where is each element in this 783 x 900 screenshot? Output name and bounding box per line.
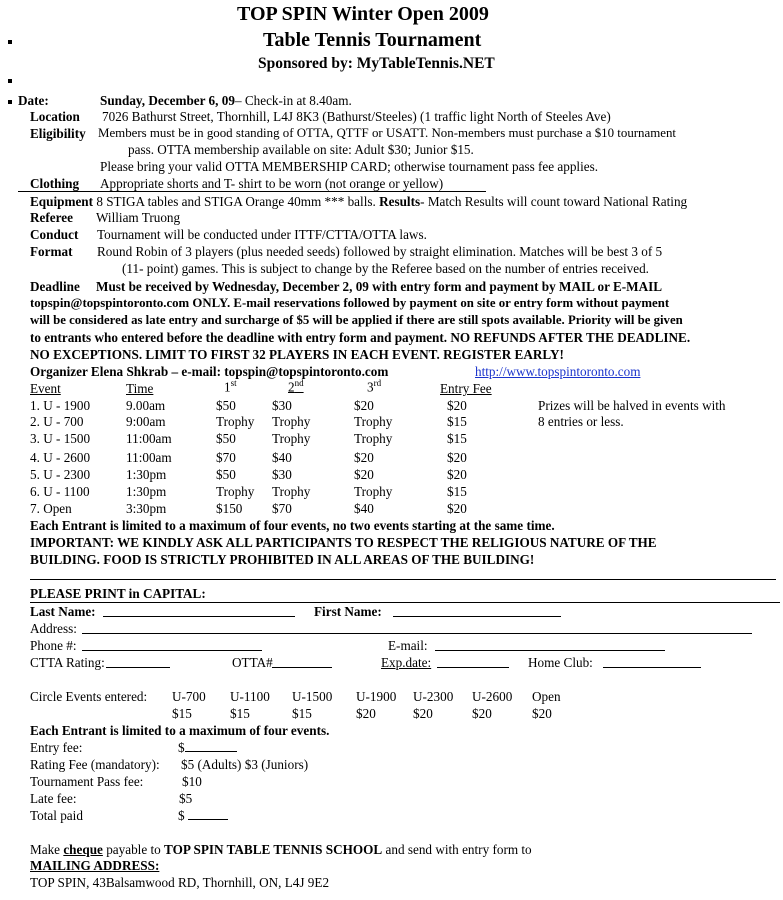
exp-date-field[interactable] bbox=[437, 656, 509, 668]
table-cell: $15 bbox=[447, 414, 467, 429]
deadline-line3: will be considered as late entry and surcharge of $5 will be applied if there are still spots available. Priority will be given bbox=[30, 313, 683, 327]
home-club-label: Home Club: bbox=[528, 655, 593, 670]
website-link[interactable]: http://www.topspintoronto.com bbox=[475, 364, 641, 379]
table-cell: $15 bbox=[447, 484, 467, 499]
home-club-field[interactable] bbox=[603, 656, 701, 668]
cheque-payee: TOP SPIN TABLE TENNIS SCHOOL bbox=[164, 842, 383, 857]
deadline-line1: Must be received by Wednesday, December 2, 09 with entry form and payment by MAIL or E-MAIL bbox=[96, 279, 663, 294]
table-cell: 9:00am bbox=[126, 414, 166, 429]
table-cell: 7. Open bbox=[30, 501, 72, 516]
table-cell: $20 bbox=[447, 398, 467, 413]
table-cell: $30 bbox=[272, 467, 292, 482]
circle-event-fee: $20 bbox=[532, 706, 552, 721]
deadline-label: Deadline bbox=[30, 279, 80, 294]
important-notice-line1: IMPORTANT: WE KINDLY ASK ALL PARTICIPANTS TO RESPECT THE RELIGIOUS NATURE OF THE bbox=[30, 535, 657, 550]
circle-event-option[interactable]: Open bbox=[532, 689, 561, 704]
exp-date-label: Exp.date: bbox=[381, 655, 432, 670]
circle-event-option[interactable]: U-1500 bbox=[292, 689, 333, 704]
conduct-label: Conduct bbox=[30, 227, 79, 242]
deadline-line4: to entrants who entered before the deadline with entry form and payment. NO REFUNDS AFTER THE DEADLINE. bbox=[30, 330, 691, 345]
table-cell: Trophy bbox=[216, 484, 255, 499]
rating-fee-value: $5 (Adults) $3 (Juniors) bbox=[181, 757, 309, 772]
table-header-time: Time bbox=[126, 381, 154, 396]
first-name-field[interactable] bbox=[393, 605, 561, 617]
divider bbox=[18, 191, 486, 192]
late-fee-value: $5 bbox=[179, 791, 193, 806]
date-value: Sunday, December 6, 09 bbox=[100, 93, 235, 108]
entry-fee-label: Entry fee: bbox=[30, 740, 83, 755]
pass-fee-value: $10 bbox=[182, 774, 202, 789]
table-cell: Trophy bbox=[216, 414, 255, 429]
cheque-instruction: Make cheque payable to TOP SPIN TABLE TENNIS SCHOOL and send with entry form to bbox=[30, 842, 532, 857]
table-cell: 6. U - 1100 bbox=[30, 484, 90, 499]
last-name-label: Last Name: bbox=[30, 604, 96, 619]
location-value: 7026 Bathurst Street, Thornhill, L4J 8K3 (Bathurst/Steeles) (1 traffic light North of Steeles Ave) bbox=[102, 109, 611, 124]
eligibility-label: Eligibility bbox=[30, 126, 86, 141]
late-fee-label: Late fee: bbox=[30, 791, 77, 806]
organizer-line: Organizer Elena Shkrab – e-mail: topspin@topspintoronto.com bbox=[30, 364, 389, 379]
date-line bbox=[100, 93, 352, 108]
date-label: Date: bbox=[18, 93, 49, 108]
table-cell: $70 bbox=[216, 450, 236, 465]
table-cell: 4. U - 2600 bbox=[30, 450, 91, 465]
table-cell: 9.00am bbox=[126, 398, 166, 413]
referee-value: William Truong bbox=[96, 210, 181, 225]
table-cell: Trophy bbox=[272, 414, 311, 429]
eligibility-line3: Please bring your valid OTTA MEMBERSHIP CARD; otherwise tournament pass fee applies. bbox=[100, 159, 599, 174]
table-cell: Trophy bbox=[272, 431, 311, 446]
total-paid-field[interactable]: $ bbox=[178, 808, 228, 823]
sponsor-line: Sponsored by: MyTableTennis.NET bbox=[258, 55, 495, 72]
print-instruction: PLEASE PRINT in CAPITAL: bbox=[30, 586, 206, 601]
table-cell: $40 bbox=[354, 501, 374, 516]
table-cell: $150 bbox=[216, 501, 243, 516]
table-cell: 3. U - 1500 bbox=[30, 431, 91, 446]
table-cell: 11:00am bbox=[126, 450, 172, 465]
results-value: - Match Results will count toward National Rating bbox=[420, 194, 688, 209]
ctta-rating-field[interactable] bbox=[106, 656, 170, 668]
circle-event-fee: $15 bbox=[230, 706, 250, 721]
circle-event-fee: $20 bbox=[413, 706, 433, 721]
table-cell: Trophy bbox=[354, 414, 393, 429]
table-cell: $20 bbox=[354, 450, 374, 465]
deadline-line5: NO EXCEPTIONS. LIMIT TO FIRST 32 PLAYERS IN EACH EVENT. REGISTER EARLY! bbox=[30, 347, 564, 362]
equipment-label: Equipment bbox=[30, 194, 94, 209]
table-header-first: 1st bbox=[224, 378, 237, 395]
table-cell: $20 bbox=[447, 450, 467, 465]
circle-event-option[interactable]: U-2600 bbox=[472, 689, 513, 704]
last-name-field[interactable] bbox=[103, 605, 295, 617]
clothing-label: Clothing bbox=[30, 176, 80, 191]
table-cell: Trophy bbox=[272, 484, 311, 499]
equipment-value: 8 STIGA tables and STIGA Orange 40mm *** balls. bbox=[96, 194, 376, 209]
table-cell: $20 bbox=[447, 501, 467, 516]
form-divider bbox=[30, 602, 780, 603]
bullet-marker bbox=[8, 79, 12, 83]
first-name-label: First Name: bbox=[314, 604, 382, 619]
important-notice-line2: BUILDING. FOOD IS STRICTLY PROHIBITED IN ALL AREAS OF THE BUILDING! bbox=[30, 552, 535, 567]
deadline-line2: topspin@topspintoronto.com ONLY. E-mail reservations followed by payment on site or entry form without payment bbox=[30, 296, 670, 310]
table-cell: 1:30pm bbox=[126, 484, 167, 499]
bullet-marker bbox=[8, 40, 12, 44]
location-label: Location bbox=[30, 109, 80, 124]
table-cell: $50 bbox=[216, 467, 236, 482]
circle-event-fee: $15 bbox=[172, 706, 192, 721]
total-paid-label: Total paid bbox=[30, 808, 83, 823]
circle-event-fee: $20 bbox=[472, 706, 492, 721]
table-cell: $50 bbox=[216, 431, 236, 446]
mailing-address-value: TOP SPIN, 43Balsamwood RD, Thornhill, ON, L4J 9E2 bbox=[30, 875, 330, 890]
equipment-line bbox=[30, 194, 687, 209]
table-cell: $20 bbox=[354, 398, 374, 413]
table-cell: 1:30pm bbox=[126, 467, 167, 482]
table-cell: 3:30pm bbox=[126, 501, 167, 516]
email-label: E-mail: bbox=[388, 638, 428, 653]
circle-events-label: Circle Events entered: bbox=[30, 689, 148, 704]
circle-event-fee: $15 bbox=[292, 706, 312, 721]
table-header-event: Event bbox=[30, 381, 61, 396]
phone-field[interactable] bbox=[82, 639, 262, 651]
prize-note-line2: 8 entries or less. bbox=[538, 414, 624, 429]
address-label: Address: bbox=[30, 621, 77, 636]
eligibility-line2: pass. OTTA membership available on site: Adult $30; Junior $15. bbox=[128, 142, 474, 157]
table-cell: Trophy bbox=[354, 484, 393, 499]
table-cell: 1. U - 1900 bbox=[30, 398, 91, 413]
table-cell: $50 bbox=[216, 398, 236, 413]
mailing-address-label: MAILING ADDRESS: bbox=[30, 858, 160, 873]
format-line1: Round Robin of 3 players (plus needed seeds) followed by straight elimination. Matches will be best 3 of 5 bbox=[97, 244, 663, 259]
page-title: TOP SPIN Winter Open 2009 bbox=[237, 3, 489, 25]
eligibility-line1: Members must be in good standing of OTTA, QTTF or USATT. Non-members must purchase a $10 tournament bbox=[98, 126, 676, 140]
page-subtitle: Table Tennis Tournament bbox=[263, 29, 482, 51]
circle-event-option[interactable]: U-1900 bbox=[356, 689, 397, 704]
table-cell: $40 bbox=[272, 450, 292, 465]
format-label: Format bbox=[30, 244, 73, 259]
otta-number-label: OTTA# bbox=[232, 655, 273, 670]
table-cell: $70 bbox=[272, 501, 292, 516]
clothing-value: Appropriate shorts and T- shirt to be worn (not orange or yellow) bbox=[100, 176, 444, 191]
table-header-fee: Entry Fee bbox=[440, 381, 492, 396]
address-field[interactable] bbox=[82, 622, 752, 634]
entrant-limit-notice: Each Entrant is limited to a maximum of four events, no two events starting at the same time. bbox=[30, 518, 555, 533]
ctta-rating-label: CTTA Rating: bbox=[30, 655, 105, 670]
table-cell: 2. U - 700 bbox=[30, 414, 84, 429]
circle-event-option[interactable]: U-700 bbox=[172, 689, 206, 704]
circle-event-fee: $20 bbox=[356, 706, 376, 721]
entry-fee-field[interactable]: $ bbox=[178, 740, 237, 755]
table-cell: $15 bbox=[447, 431, 467, 446]
rating-fee-label: Rating Fee (mandatory): bbox=[30, 757, 160, 772]
table-cell: $20 bbox=[354, 467, 374, 482]
referee-label: Referee bbox=[30, 210, 73, 225]
form-limit-note: Each Entrant is limited to a maximum of four events. bbox=[30, 723, 330, 738]
format-line2: (11- point) games. This is subject to change by the Referee based on the number of entries received. bbox=[122, 261, 649, 276]
email-field[interactable] bbox=[435, 639, 665, 651]
section-divider bbox=[30, 579, 776, 580]
table-cell: 5. U - 2300 bbox=[30, 467, 91, 482]
table-cell: $30 bbox=[272, 398, 292, 413]
results-label: Results bbox=[379, 194, 421, 209]
checkin-text: – Check-in at 8.40am. bbox=[234, 93, 352, 108]
otta-number-field[interactable] bbox=[272, 656, 332, 668]
phone-label: Phone #: bbox=[30, 638, 77, 653]
table-cell: Trophy bbox=[354, 431, 393, 446]
pass-fee-label: Tournament Pass fee: bbox=[30, 774, 144, 789]
table-cell: $20 bbox=[447, 467, 467, 482]
table-header-third: 3rd bbox=[367, 378, 382, 395]
circle-event-option[interactable]: U-2300 bbox=[413, 689, 454, 704]
table-header-second: 2nd bbox=[288, 378, 304, 395]
conduct-value: Tournament will be conducted under ITTF/CTTA/OTTA laws. bbox=[97, 227, 427, 242]
circle-event-option[interactable]: U-1100 bbox=[230, 689, 270, 704]
bullet-marker bbox=[8, 100, 12, 104]
table-cell: 11:00am bbox=[126, 431, 172, 446]
prize-note-line1: Prizes will be halved in events with bbox=[538, 398, 726, 413]
